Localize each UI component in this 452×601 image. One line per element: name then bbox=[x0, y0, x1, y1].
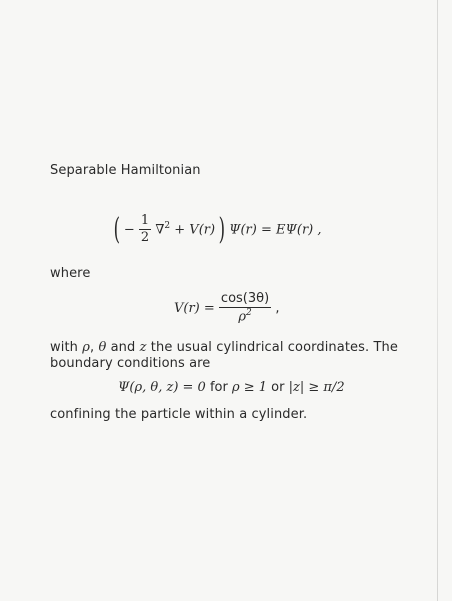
section-heading: Separable Hamiltonian bbox=[50, 163, 201, 178]
eq1-frac-den: 2 bbox=[140, 230, 150, 246]
eq3-or: or bbox=[267, 380, 289, 395]
eq3-lhs: Ψ(ρ, θ, z) = 0 bbox=[118, 380, 206, 395]
eq1-minus: − bbox=[123, 222, 135, 238]
paragraph-line-2: boundary conditions are bbox=[50, 356, 211, 371]
eq2-lhs: V(r) = bbox=[174, 300, 215, 316]
eq2-den-base: ρ bbox=[238, 309, 246, 325]
eq2-den-exp: 2 bbox=[246, 308, 252, 319]
z-symbol: z bbox=[139, 340, 147, 355]
eq1-fraction bbox=[139, 214, 151, 246]
eq1-rhs: Ψ(r) = EΨ(r) , bbox=[229, 222, 322, 238]
schrodinger-equation bbox=[113, 211, 322, 247]
nabla-symbol: ∇ bbox=[155, 222, 165, 238]
page-edge-line bbox=[437, 0, 438, 601]
eq2-denominator bbox=[219, 308, 271, 325]
eq1-frac-num: 1 bbox=[139, 214, 151, 230]
theta-symbol: θ bbox=[98, 340, 107, 355]
boundary-condition-equation bbox=[118, 380, 345, 395]
eq3-for: for bbox=[205, 380, 232, 395]
eq3-cond2: |z| ≥ π/2 bbox=[288, 380, 345, 395]
eq2-fraction bbox=[219, 292, 271, 325]
eq3-cond1: ρ ≥ 1 bbox=[231, 380, 268, 395]
potential-equation bbox=[174, 292, 279, 325]
nabla-exponent: 2 bbox=[164, 220, 171, 231]
where-label: where bbox=[50, 266, 91, 281]
para1-rest: the usual cylindrical coordinates. The bbox=[146, 340, 398, 355]
paragraph-line-1 bbox=[50, 340, 398, 355]
rho-symbol: ρ bbox=[82, 340, 90, 355]
para1-comma: , bbox=[89, 340, 99, 355]
eq1-potential-term: + V(r) bbox=[174, 222, 216, 238]
left-paren: ( bbox=[113, 211, 121, 247]
para1-and: and bbox=[106, 340, 140, 355]
closing-sentence: confining the particle within a cylinder. bbox=[50, 407, 308, 422]
eq2-numerator: cos(3θ) bbox=[219, 292, 271, 308]
right-paren: ) bbox=[218, 211, 226, 247]
para1-with: with bbox=[50, 340, 83, 355]
eq2-comma: , bbox=[275, 300, 280, 316]
